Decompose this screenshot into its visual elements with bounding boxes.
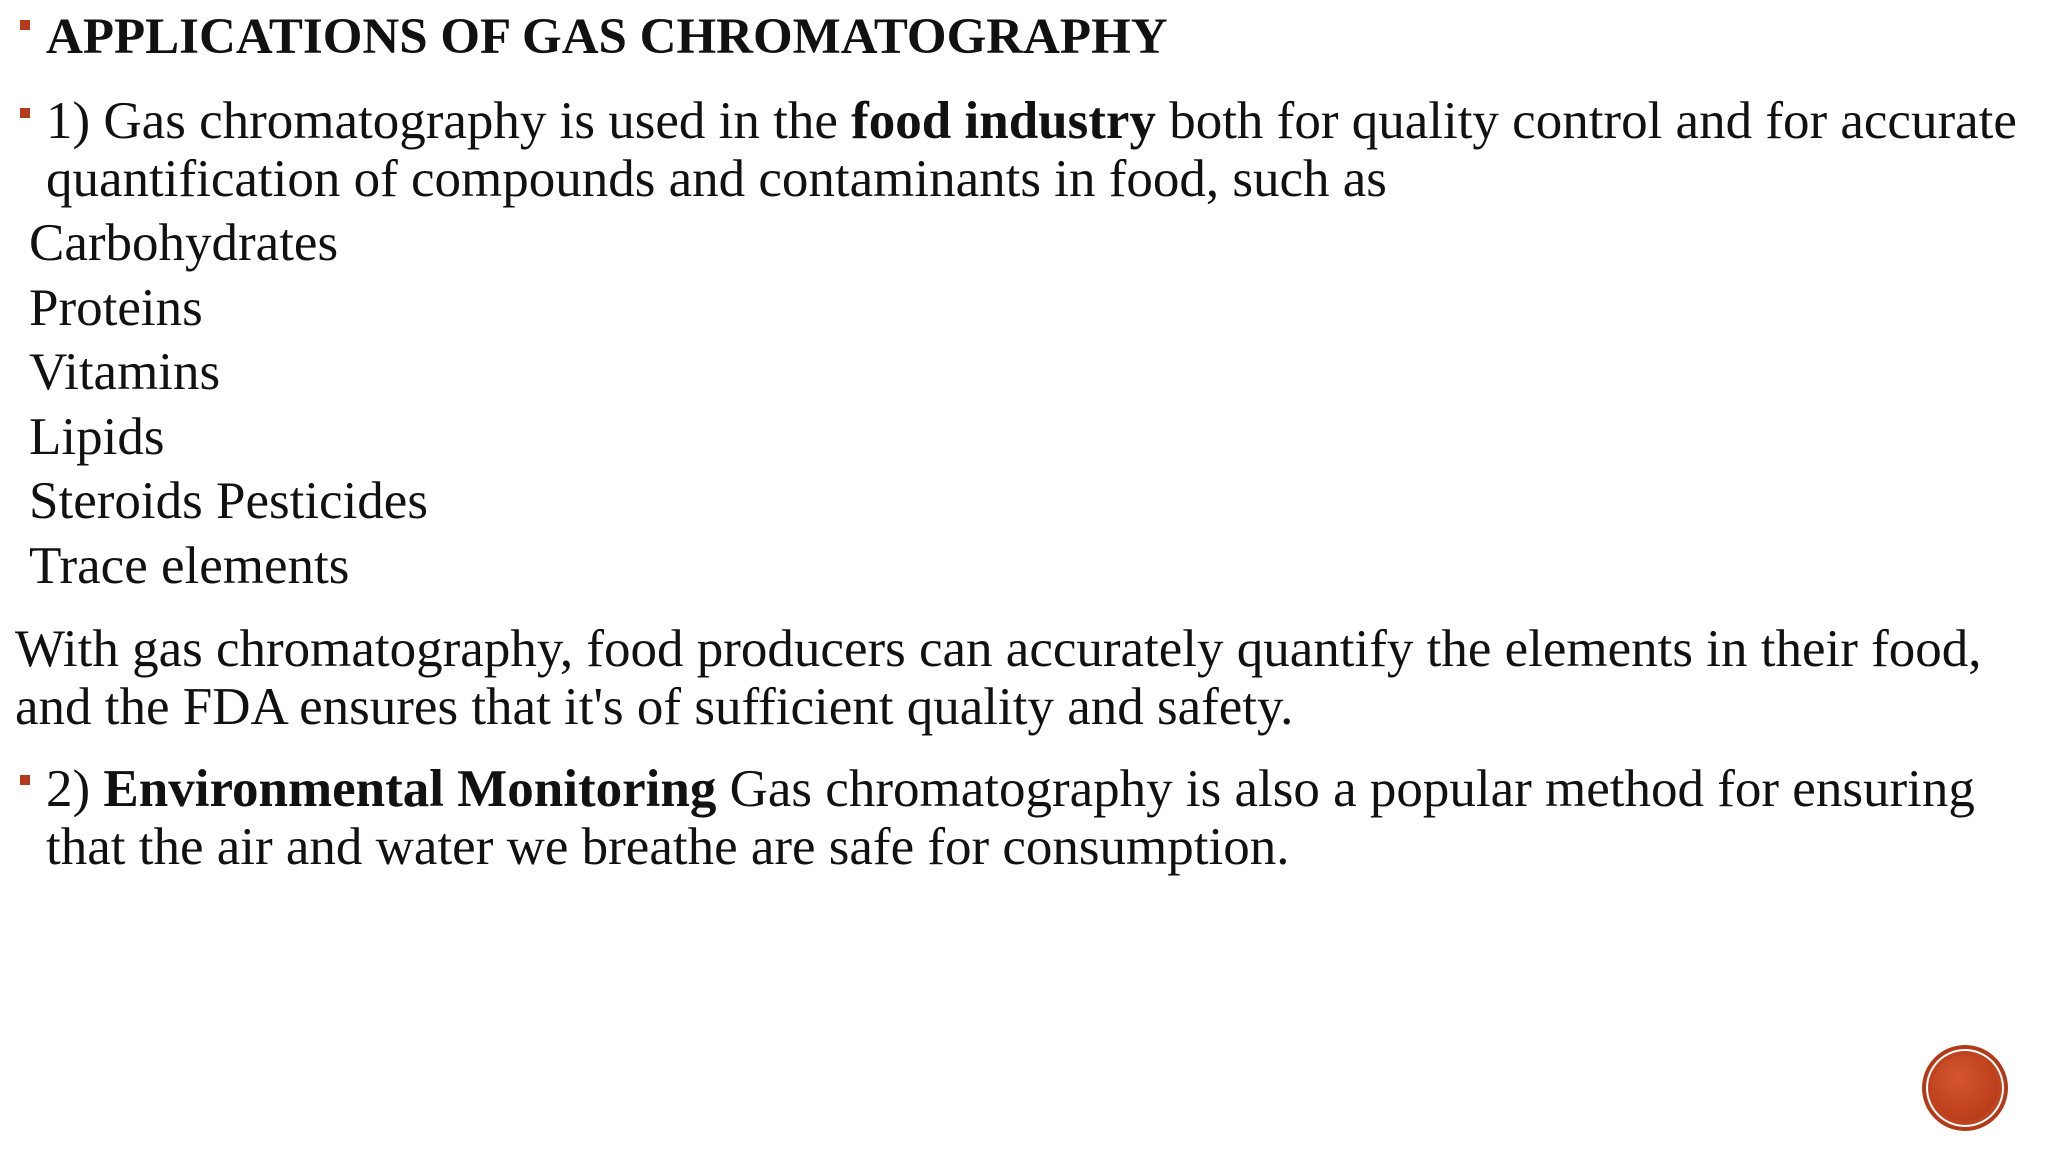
bullet-marker-icon	[20, 20, 30, 30]
slide-corner-badge-fill	[1932, 1055, 1998, 1121]
bullet-2-suffix: Gas chromatography is also a popular method for ensuring	[716, 760, 1975, 818]
bullet-marker-icon	[20, 775, 30, 785]
food-item: Vitamins	[29, 343, 221, 401]
bullet-1-line-1	[46, 92, 2017, 150]
bullet-1-line-2: quantification of compounds and contaminants in food, such as	[46, 150, 1387, 208]
paragraph-line-1: With gas chromatography, food producers can accurately quantify the elements in their food,	[15, 620, 1982, 678]
slide-corner-badge-icon	[1926, 1049, 2004, 1127]
food-item: Trace elements	[29, 537, 350, 595]
bullet-1-suffix: both for quality control and for accurate	[1155, 92, 2017, 150]
bullet-1-prefix: 1) Gas chromatography is used in the	[46, 92, 852, 150]
bullet-marker-icon	[20, 108, 30, 118]
slide-title: APPLICATIONS OF GAS CHROMATOGRAPHY	[46, 9, 1168, 65]
bullet-2-line-1	[46, 760, 1975, 818]
food-item: Steroids Pesticides	[29, 472, 428, 530]
paragraph-line-2: and the FDA ensures that it's of sufficient quality and safety.	[15, 678, 1294, 736]
bullet-2-line-2: that the air and water we breathe are safe for consumption.	[46, 818, 1290, 876]
food-item: Lipids	[29, 408, 165, 466]
bullet-2-prefix: 2)	[46, 760, 104, 818]
food-item: Carbohydrates	[29, 214, 339, 272]
food-item: Proteins	[29, 279, 203, 337]
bullet-2-bold: Environmental Monitoring	[103, 760, 717, 818]
bullet-1-bold: food industry	[851, 92, 1156, 150]
